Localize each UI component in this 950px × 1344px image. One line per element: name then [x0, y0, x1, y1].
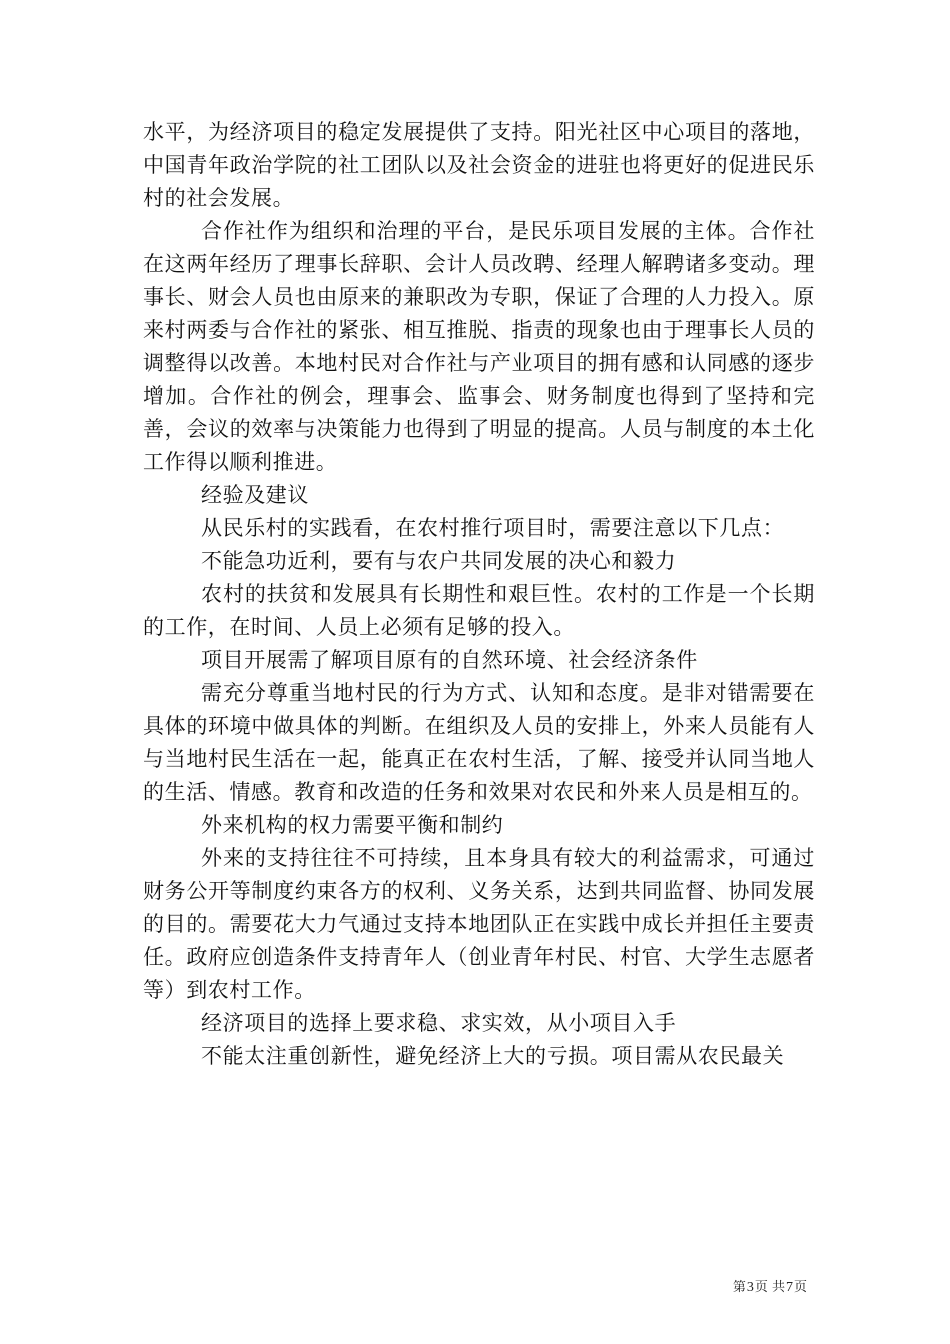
- point-heading-3: 外来机构的权力需要平衡和制约: [201, 813, 504, 837]
- footer-prefix: 第: [732, 1280, 746, 1295]
- footer-suffix: 页: [793, 1280, 807, 1295]
- paragraph-point-3: 外来的支持往往不可持续，且本身具有较大的利益需求，可通过财务公开等制度约束各方的权利、义务关系，达到共同监督、协同发展的目的。需要花大力气通过支持本地团队正在实践中成长并担任主要责任。政府应创造条件支持青年人（创业青年村民、村官、大学生志愿者等）到农村工作。: [143, 846, 815, 1002]
- footer-middle: 页 共: [754, 1280, 785, 1295]
- point-heading-2: 项目开展需了解项目原有的自然环境、社会经济条件: [201, 648, 698, 672]
- paragraph-cooperative: 合作社作为组织和治理的平台，是民乐项目发展的主体。合作社在这两年经历了理事长辞职、会计人员改聘、经理人解聘诸多变动。理事长、财会人员也由原来的兼职改为专职，保证了合理的人力投入。原来村两委与合作社的紧张、相互推脱、指责的现象也由于理事长人员的调整得以改善。本地村民对合作社与产业项目的拥有感和认同感的逐步增加。合作社的例会，理事会、监事会、财务制度也得到了坚持和完善，会议的效率与决策能力也得到了明显的提高。人员与制度的本土化工作得以顺利推进。: [143, 219, 815, 474]
- section-heading-experience: 经验及建议: [201, 483, 309, 507]
- page-footer: [733, 1276, 807, 1296]
- paragraph-point-2: 需充分尊重当地村民的行为方式、认知和态度。是非对错需要在具体的环境中做具体的判断。在组织及人员的安排上，外来人员能有人与当地村民生活在一起，能真正在农村生活，了解、接受并认同当地人的生活、情感。教育和改造的任务和效果对农民和外来人员是相互的。: [143, 681, 815, 804]
- total-page-count: 7: [785, 1280, 793, 1295]
- point-heading-4: 经济项目的选择上要求稳、求实效，从小项目入手: [201, 1011, 677, 1035]
- paragraph-continuation: 水平，为经济项目的稳定发展提供了支持。阳光社区中心项目的落地，中国青年政治学院的社工团队以及社会资金的进驻也将更好的促进民乐村的社会发展。: [143, 120, 815, 210]
- document-body: [143, 116, 815, 1073]
- paragraph-intro-points: 从民乐村的实践看，在农村推行项目时，需要注意以下几点：: [201, 516, 785, 540]
- current-page-number: 3: [746, 1280, 754, 1295]
- paragraph-point-1: 农村的扶贫和发展具有长期性和艰巨性。农村的工作是一个长期的工作，在时间、人员上必须有足够的投入。: [143, 582, 815, 639]
- paragraph-point-4: 不能太注重创新性，避免经济上大的亏损。项目需从农民最关: [201, 1044, 785, 1068]
- point-heading-1: 不能急功近利，要有与农户共同发展的决心和毅力: [201, 549, 677, 573]
